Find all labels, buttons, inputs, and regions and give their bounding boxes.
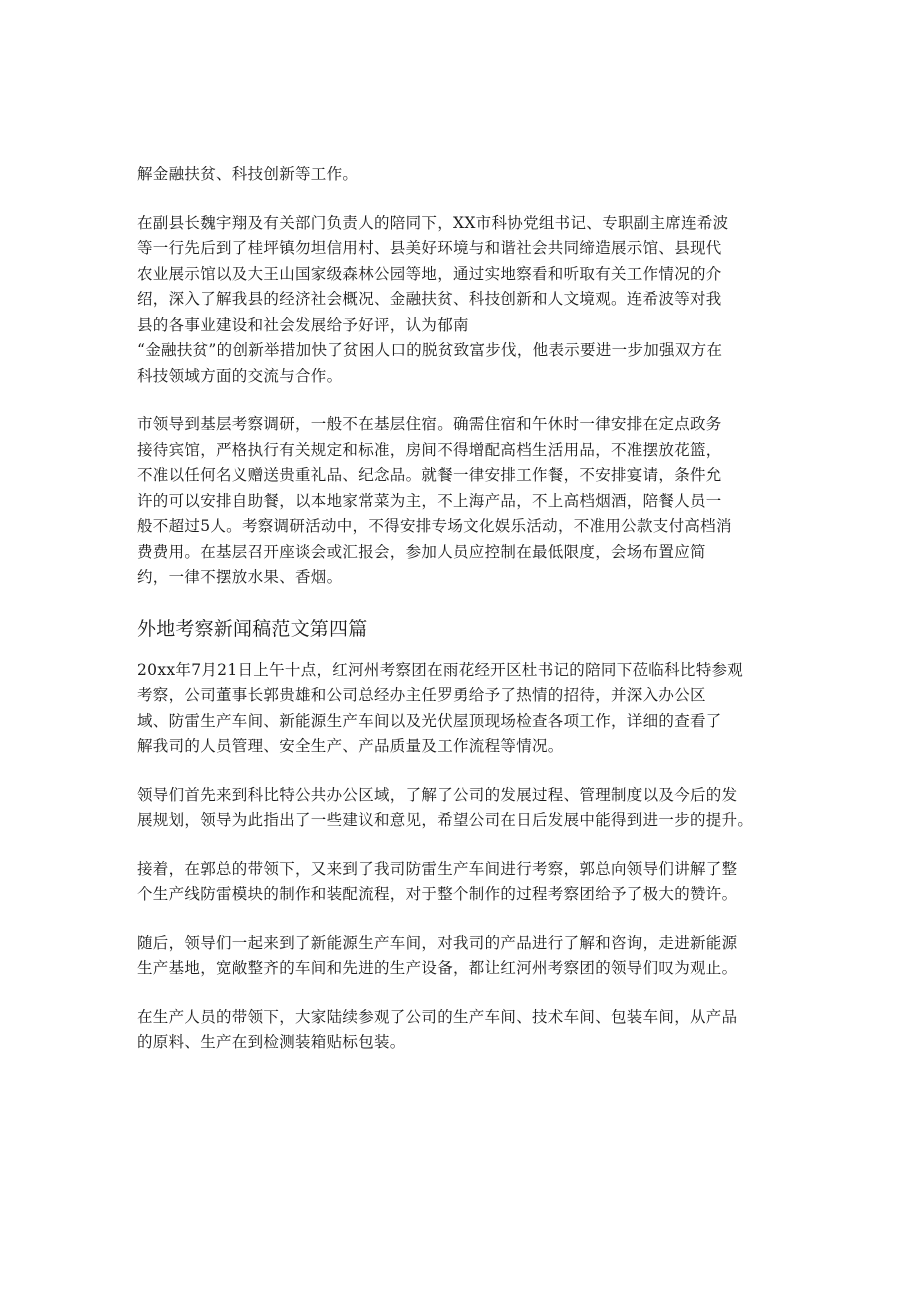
paragraph-line: 费费用。在基层召开座谈会或汇报会，参加人员应控制在最低限度，会场布置应简	[137, 542, 706, 561]
paragraph-line: 绍，深入了解我县的经济社会概况、金融扶贫、科技创新和人文境观。连希波等对我	[137, 290, 722, 308]
paragraph	[137, 211, 783, 390]
paragraph-line: 农业展示馆以及大王山国家级森林公园等地，通过实地察看和听取有关工作情况的介	[137, 264, 722, 283]
paragraph	[137, 412, 783, 591]
paragraph	[137, 658, 783, 760]
paragraph-line: 展规划，领导为此指出了一些建议和意见，希望公司在日后发展中能得到进一步的提升。	[137, 811, 754, 829]
paragraph-line: 接待宾馆，严格执行有关规定和标准，房间不得增配高档生活用品，不准摆放花篮，	[137, 440, 722, 459]
paragraph	[137, 783, 783, 834]
paragraph-line: 等一行先后到了桂坪镇勿坦信用村、县美好环境与和谐社会共同缔造展示馆、县现代	[137, 239, 722, 257]
paragraph-line: 市领导到基层考察调研，一般不在基层住宿。确需住宿和午休时一律安排在定点政务	[137, 415, 722, 433]
paragraph-line: 许的可以安排自助餐，以本地家常菜为主，不上海产品，不上高档烟酒，陪餐人员一	[137, 491, 722, 510]
section-heading: 外地考察新闻稿范文第四篇	[137, 617, 368, 640]
paragraph	[137, 1005, 783, 1056]
paragraph-line: 解我司的人员管理、安全生产、产品质量及工作流程等情况。	[137, 737, 564, 755]
paragraph-line: 的原料、生产在到检测装箱贴标包装。	[137, 1033, 406, 1051]
paragraph-line: 不准以任何名义赠送贵重礼品、纪念品。就餐一律安排工作餐，不安排宴请，条件允	[137, 466, 722, 484]
paragraph-line: “金融扶贫”的创新举措加快了贫困人口的脱贫致富步伐，他表示要进一步加强双方在	[137, 341, 723, 359]
section-b	[137, 658, 783, 1056]
paragraph-line: 个生产线防雷模块的制作和装配流程，对于整个制作的过程考察团给予了极大的赞许。	[137, 885, 738, 903]
paragraph-line: 在生产人员的带领下，大家陆续参观了公司的生产车间、技术车间、包装车间，从产品	[137, 1007, 738, 1026]
paragraph-line: 解金融扶贫、科技创新等工作。	[137, 165, 359, 183]
paragraph-line: 科技领域方面的交流与合作。	[137, 366, 343, 385]
paragraph-line: 约，一律不摆放水果、香烟。	[137, 568, 343, 586]
paragraph-line: 考察，公司董事长郭贵雄和公司总经办主任罗勇给予了热情的招待，并深入办公区	[137, 686, 706, 704]
paragraph-line: 生产基地，宽敞整齐的车间和先进的生产设备，都让红河州考察团的领导们叹为观止。	[137, 959, 738, 977]
paragraph-line: 县的各事业建设和社会发展给予好评，认为郁南	[137, 315, 469, 334]
paragraph	[137, 857, 783, 908]
paragraph	[137, 931, 783, 982]
paragraph-line: 领导们首先来到科比特公共办公区域，了解了公司的发展过程、管理制度以及今后的发	[137, 785, 738, 804]
document-page	[137, 162, 783, 1079]
paragraph	[137, 162, 783, 188]
paragraph-line: 接着，在郭总的带领下，又来到了我司防雷生产车间进行考察，郭总向领导们讲解了整	[137, 859, 738, 878]
paragraph-line: 在副县长魏宇翔及有关部门负责人的陪同下，XX市科协党组书记、专职副主席连希波	[137, 213, 729, 232]
paragraph-line: 域、防雷生产车间、新能源生产车间以及光伏屋顶现场检查各项工作，详细的查看了	[137, 711, 722, 730]
section-a	[137, 162, 783, 591]
paragraph-line: 随后，领导们一起来到了新能源生产车间，对我司的产品进行了解和咨询，走进新能源	[137, 933, 738, 952]
paragraph-line: 20xx年7月21日上午十点，红河州考察团在雨花经开区杜书记的陪同下莅临科比特参观	[137, 660, 744, 679]
paragraph-line: 般不超过5人。考察调研活动中，不得安排专场文化娱乐活动，不准用公款支付高档消	[137, 517, 732, 535]
